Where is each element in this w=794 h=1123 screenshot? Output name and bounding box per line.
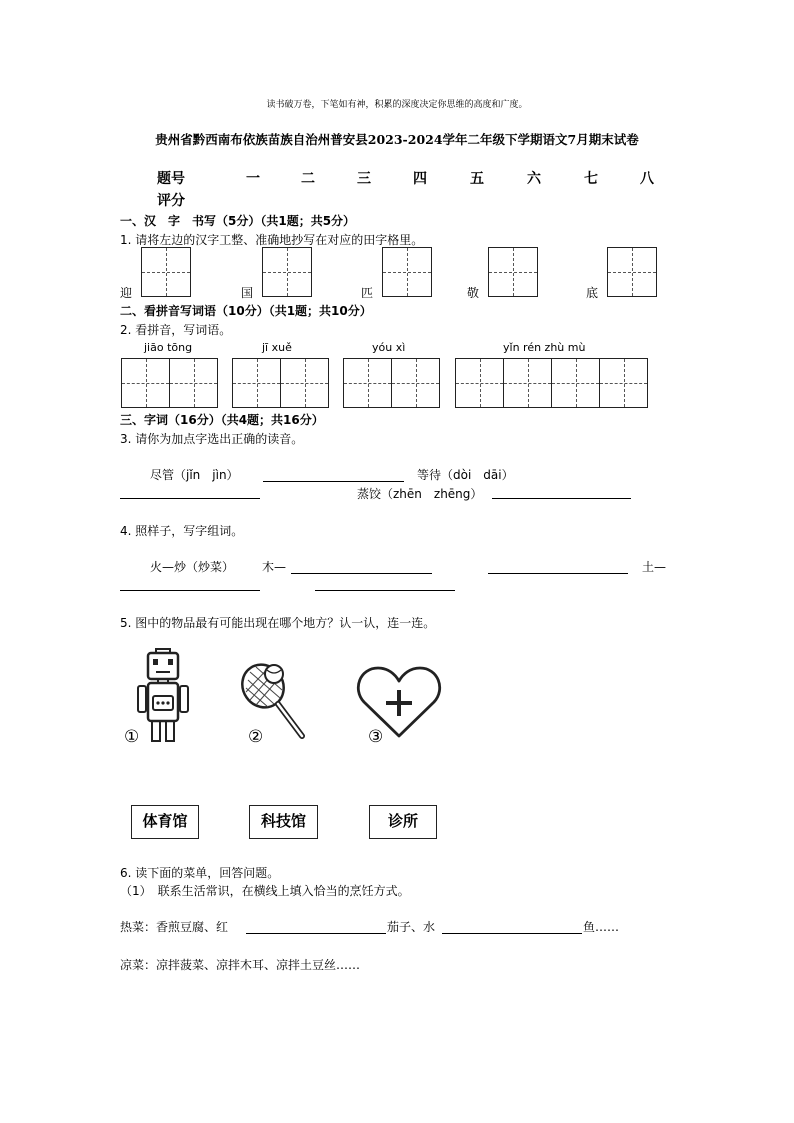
- pinyin-grid-1a[interactable]: [121, 358, 170, 408]
- question-5: 5. 图中的物品最有可能出现在哪个地方？认一认，连一连。: [120, 616, 436, 630]
- hot-dishes-prefix: 热菜：香煎豆腐、红: [120, 920, 229, 934]
- exam-title: 贵州省黔西南布依族苗族自治州普安县2023-2024学年二年级下学期语文7月期末试卷: [155, 132, 639, 147]
- answer-line-q4-1[interactable]: [291, 573, 432, 574]
- question-1: 1. 请将左边的汉字工整、准确地抄写在对应的田字格里。: [120, 233, 424, 247]
- hot-dishes-suffix: 鱼……: [583, 920, 620, 934]
- pinyin-2: jī xuě: [262, 341, 292, 354]
- cold-dishes: 凉菜：凉拌菠菜、凉拌木耳、凉拌土豆丝……: [120, 958, 361, 972]
- pinyin-grid-2a[interactable]: [232, 358, 281, 408]
- score-col-1: 一: [246, 171, 260, 187]
- label-2: ②: [248, 727, 264, 747]
- tian-grid-1[interactable]: [141, 247, 191, 297]
- pinyin-4: yǐn rén zhù mù: [503, 341, 586, 354]
- tian-grid-2[interactable]: [262, 247, 312, 297]
- pinyin-grid-3b[interactable]: [391, 358, 440, 408]
- q4-item-mu: 木—: [262, 560, 287, 574]
- hot-dishes-mid: 茄子、水: [387, 920, 436, 934]
- char-ying: 迎: [120, 286, 133, 300]
- pinyin-grid-4b[interactable]: [503, 358, 552, 408]
- place-gymnasium[interactable]: 体育馆: [131, 805, 199, 839]
- answer-line-q3-1[interactable]: [263, 481, 404, 482]
- score-col-8: 八: [640, 171, 654, 187]
- place-clinic[interactable]: 诊所: [369, 805, 437, 839]
- q3-item-jinguan: 尽管（jǐn jìn）: [150, 468, 239, 482]
- pinyin-grid-4c[interactable]: [551, 358, 600, 408]
- char-guo: 国: [241, 286, 254, 300]
- label-1: ①: [124, 727, 140, 747]
- score-col-7: 七: [584, 171, 598, 187]
- q3-item-zhengjiao: 蒸饺（zhēn zhēng）: [357, 487, 483, 501]
- section-1-heading: 一、汉 字 书写（5分）（共1题；共5分）: [120, 214, 356, 228]
- score-col-6: 六: [527, 171, 541, 187]
- tian-grid-3[interactable]: [382, 247, 432, 297]
- score-col-5: 五: [470, 171, 484, 187]
- answer-line-q3-2[interactable]: [120, 498, 260, 499]
- motto: 读书破万卷，下笔如有神，积累的深度决定你思维的高度和广度。: [266, 100, 528, 110]
- place-science-museum[interactable]: 科技馆: [249, 805, 318, 839]
- question-4: 4. 照样子，写字组词。: [120, 524, 244, 538]
- robot-icon[interactable]: [136, 648, 192, 746]
- score-col-3: 三: [357, 171, 371, 187]
- pinyin-grid-2b[interactable]: [280, 358, 329, 408]
- question-6: 6. 读下面的菜单，回答问题。: [120, 866, 280, 880]
- pinyin-grid-4a[interactable]: [455, 358, 504, 408]
- char-di: 底: [586, 286, 599, 300]
- pinyin-grid-1b[interactable]: [169, 358, 218, 408]
- answer-line-q4-3[interactable]: [120, 590, 260, 591]
- tian-grid-4[interactable]: [488, 247, 538, 297]
- q4-example: 火—炒（炒菜）: [150, 560, 235, 574]
- char-pi: 匹: [361, 286, 374, 300]
- q4-item-tu: 土—: [642, 560, 667, 574]
- section-2-heading: 二、看拼音写词语（10分）（共1题；共10分）: [120, 304, 372, 318]
- char-jing: 敬: [467, 286, 480, 300]
- answer-line-q4-4[interactable]: [315, 590, 455, 591]
- answer-line-q4-2[interactable]: [488, 573, 628, 574]
- question-2: 2. 看拼音，写词语。: [120, 323, 232, 337]
- q3-item-dengdai: 等待（dòi dāi）: [417, 468, 514, 482]
- score-row-label-number: 题号: [157, 171, 185, 187]
- question-3: 3. 请你为加点字选出正确的读音。: [120, 432, 304, 446]
- pinyin-grid-4d[interactable]: [599, 358, 648, 408]
- answer-line-hot-2[interactable]: [442, 933, 582, 934]
- score-col-2: 二: [301, 171, 315, 187]
- label-3: ③: [368, 727, 384, 747]
- score-row-label-score: 评分: [157, 193, 185, 209]
- pinyin-grid-3a[interactable]: [343, 358, 392, 408]
- answer-line-hot-1[interactable]: [246, 933, 386, 934]
- section-3-heading: 三、字词（16分）（共4题；共16分）: [120, 413, 324, 427]
- tian-grid-5[interactable]: [607, 247, 657, 297]
- pinyin-1: jiāo tōng: [144, 341, 193, 354]
- question-6-1: （1） 联系生活常识，在横线上填入恰当的烹饪方式。: [120, 884, 410, 898]
- answer-line-q3-3[interactable]: [492, 498, 631, 499]
- score-col-4: 四: [413, 171, 427, 187]
- pinyin-3: yóu xì: [372, 341, 406, 354]
